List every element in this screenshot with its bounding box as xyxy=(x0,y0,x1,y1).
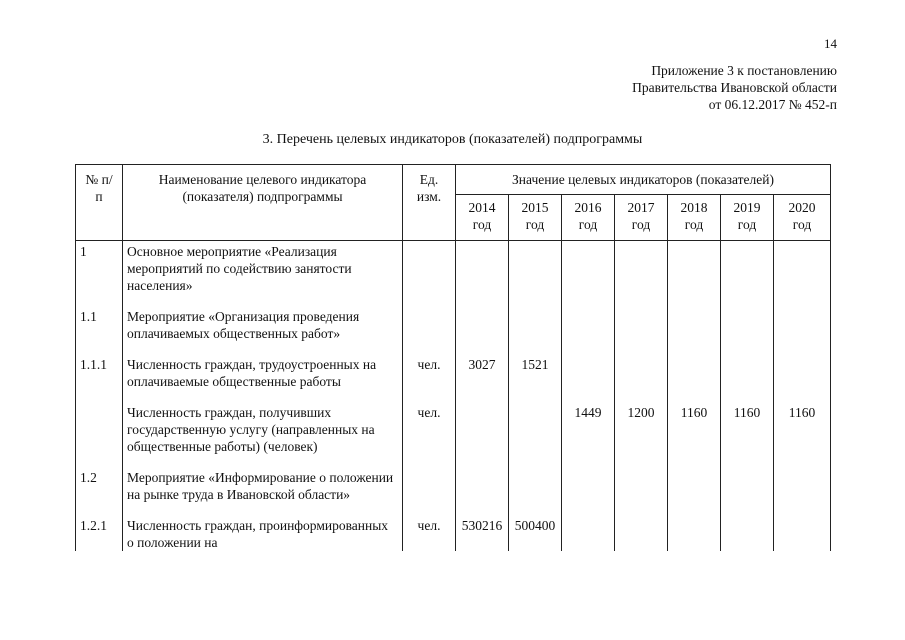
value-cell-2019 xyxy=(721,503,774,551)
value-cell-2017 xyxy=(615,503,668,551)
year-label: 2014 xyxy=(468,200,496,215)
year-label: 2015 xyxy=(521,200,549,215)
value-cell-2014 xyxy=(456,390,509,455)
value-cell-2015 xyxy=(509,294,562,342)
value-cell-2015 xyxy=(509,390,562,455)
unit-cell: чел. xyxy=(403,342,456,390)
header-name: Наименование целевого индикатора (показателя) подпрограммы xyxy=(123,165,403,241)
unit-cell: чел. xyxy=(403,503,456,551)
table-row xyxy=(76,455,831,503)
year-suffix: год xyxy=(472,217,492,232)
unit-cell xyxy=(403,455,456,503)
value-cell-2015 xyxy=(509,455,562,503)
unit-cell: чел. xyxy=(403,390,456,455)
year-suffix: год xyxy=(684,217,704,232)
indicators-table xyxy=(75,164,831,551)
header-year-2017 xyxy=(615,195,668,241)
header-unit: Ед. изм. xyxy=(403,165,456,241)
value-cell-2019 xyxy=(721,294,774,342)
table-row xyxy=(76,503,831,551)
row-number: 1.1 xyxy=(76,294,123,342)
value-cell-2018 xyxy=(668,503,721,551)
value-cell-2018 xyxy=(668,241,721,295)
indicator-name: Основное мероприятие «Реализация мероприятий по содействию занятости населения» xyxy=(123,241,403,295)
value-cell-2018: 1160 xyxy=(668,390,721,455)
value-cell-2017 xyxy=(615,241,668,295)
value-cell-2020 xyxy=(774,241,831,295)
value-cell-2015: 500400 xyxy=(509,503,562,551)
row-number: 1.2 xyxy=(76,455,123,503)
appendix-header xyxy=(632,62,837,113)
year-suffix: год xyxy=(578,217,598,232)
value-cell-2019 xyxy=(721,342,774,390)
indicator-name: Мероприятие «Организация проведения оплачиваемых общественных работ» xyxy=(123,294,403,342)
row-number: 1.1.1 xyxy=(76,342,123,390)
value-cell-2017 xyxy=(615,294,668,342)
row-number: 1 xyxy=(76,241,123,295)
value-cell-2020 xyxy=(774,342,831,390)
value-cell-2016 xyxy=(562,241,615,295)
header-year-2016 xyxy=(562,195,615,241)
value-cell-2019 xyxy=(721,455,774,503)
header-year-2014 xyxy=(456,195,509,241)
value-cell-2016 xyxy=(562,503,615,551)
indicator-name: Численность граждан, проинформированных о положении на xyxy=(123,503,403,551)
row-number: 1.2.1 xyxy=(76,503,123,551)
year-label: 2018 xyxy=(680,200,708,215)
header-year-2015 xyxy=(509,195,562,241)
header-values-group: Значение целевых индикаторов (показателей) xyxy=(456,165,831,195)
value-cell-2015: 1521 xyxy=(509,342,562,390)
year-suffix: год xyxy=(792,217,812,232)
appendix-line-2: Правительства Ивановской области xyxy=(632,80,837,95)
value-cell-2017 xyxy=(615,342,668,390)
table-row xyxy=(76,342,831,390)
unit-cell xyxy=(403,241,456,295)
header-year-2019 xyxy=(721,195,774,241)
value-cell-2018 xyxy=(668,342,721,390)
value-cell-2014: 530216 xyxy=(456,503,509,551)
value-cell-2018 xyxy=(668,294,721,342)
value-cell-2016 xyxy=(562,342,615,390)
value-cell-2017: 1200 xyxy=(615,390,668,455)
indicator-name: Численность граждан, получивших государственную услугу (направленных на общественные работы) (человек) xyxy=(123,390,403,455)
table-row xyxy=(76,241,831,295)
value-cell-2014 xyxy=(456,241,509,295)
value-cell-2014: 3027 xyxy=(456,342,509,390)
value-cell-2020 xyxy=(774,455,831,503)
value-cell-2017 xyxy=(615,455,668,503)
value-cell-2020: 1160 xyxy=(774,390,831,455)
value-cell-2014 xyxy=(456,294,509,342)
year-suffix: год xyxy=(631,217,651,232)
value-cell-2015 xyxy=(509,241,562,295)
value-cell-2014 xyxy=(456,455,509,503)
appendix-line-1: Приложение 3 к постановлению xyxy=(651,63,837,78)
value-cell-2016: 1449 xyxy=(562,390,615,455)
document-title: 3. Перечень целевых индикаторов (показателей) подпрограммы xyxy=(262,132,643,147)
header-num: № п/п xyxy=(76,165,123,241)
year-suffix: год xyxy=(737,217,757,232)
year-label: 2016 xyxy=(574,200,602,215)
page-number: 14 xyxy=(824,36,837,51)
value-cell-2016 xyxy=(562,294,615,342)
value-cell-2019: 1160 xyxy=(721,390,774,455)
appendix-line-3: от 06.12.2017 № 452-п xyxy=(708,97,837,112)
year-label: 2019 xyxy=(733,200,761,215)
value-cell-2020 xyxy=(774,503,831,551)
row-number xyxy=(76,390,123,455)
year-suffix: год xyxy=(525,217,545,232)
indicator-name: Мероприятие «Информирование о положении на рынке труда в Ивановской области» xyxy=(123,455,403,503)
value-cell-2020 xyxy=(774,294,831,342)
unit-cell xyxy=(403,294,456,342)
table-row xyxy=(76,294,831,342)
value-cell-2018 xyxy=(668,455,721,503)
header-year-2018 xyxy=(668,195,721,241)
indicator-name: Численность граждан, трудоустроенных на оплачиваемые общественные работы xyxy=(123,342,403,390)
table-row xyxy=(76,390,831,455)
value-cell-2016 xyxy=(562,455,615,503)
value-cell-2019 xyxy=(721,241,774,295)
year-label: 2020 xyxy=(788,200,816,215)
year-label: 2017 xyxy=(627,200,655,215)
header-year-2020 xyxy=(774,195,831,241)
